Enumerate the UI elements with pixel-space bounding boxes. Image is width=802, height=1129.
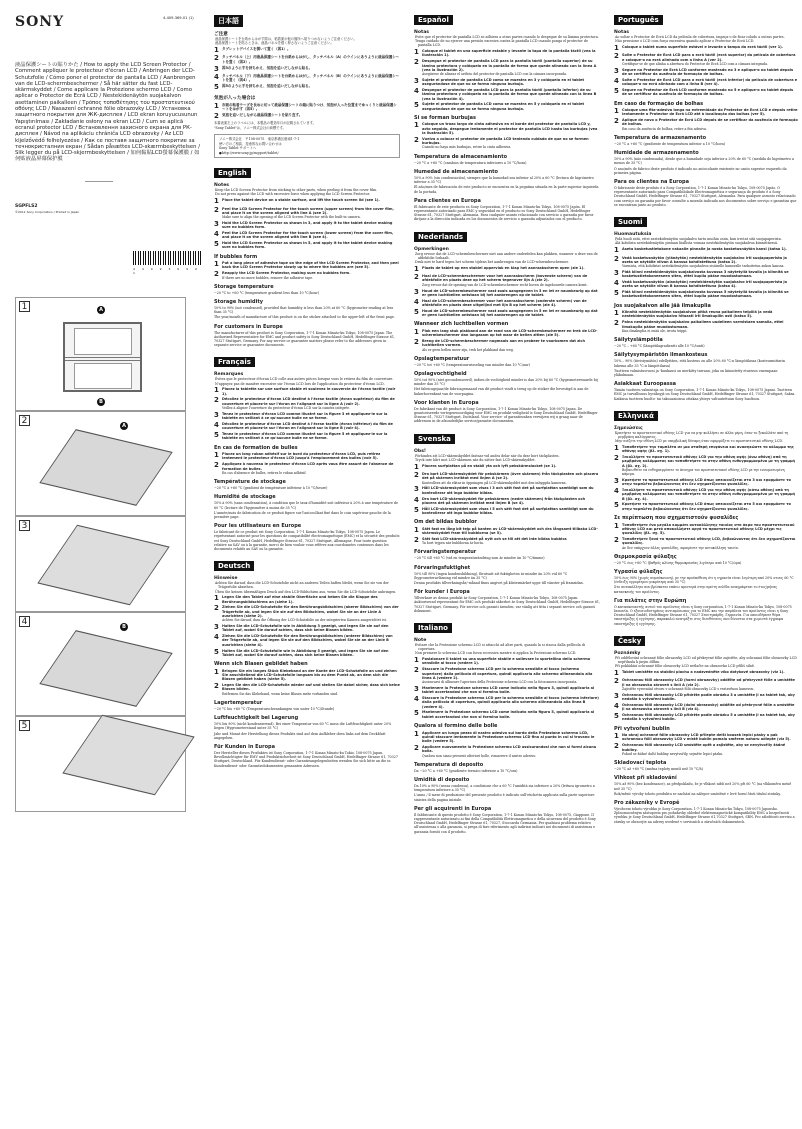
notes-title: Hinweise — [214, 576, 238, 582]
humidity-text: 10% a 90% (sin condensación), siempre que la humedad sea inferior al 20% a 60 °C (lectura de higrómetro inferior a 35 °C) — [414, 175, 594, 185]
humidity-text: 10% έως 90% (χωρίς συμπύκνωση), με την προϋπόθεση ότι η υγρασία είναι λιγότερη από 20% στους 60 °C (ένδειξη υγρομέτρου μικρότερη από 35 °C) — [614, 576, 794, 585]
step: 2 Solte o Protector de Ecrã LCD para o ecrã táctil (ecrã superior) da película de cobertura e coloque-o no ecrã alinhado com a linha A (ver 2). Certifique-se de que alinha a abertura do Protector de Ecrã LCD com a câmara integrada. — [614, 52, 796, 66]
callout-a-icon: A — [120, 422, 128, 430]
note: Älä kohdista nestekidenäytön pintaan liiallista voimaa nestekidenäytön suojakalvoa kiinnittäessä. — [615, 241, 779, 246]
callout-b-icon: B — [97, 398, 105, 406]
step: 3 Håll LCD-skärmskyddet som visas i 3 och sätt fast det på surfplattan samtidigt som du kontrollerar att inga bubblor bildas. — [414, 485, 594, 495]
step: 4 Peel the LCD Screen Protector for the touch screen (lower screen) from the cover film, and place it on the screen aligned with line B (see 4). — [214, 229, 394, 240]
note: Evitare che la Protezione schermo LCD si attacchi ad altre parti, quando la si stacca dalla pellicola di copertura. — [415, 643, 585, 652]
step: 1 Applicare un lungo pezzo di nastro adesivo sul bordo della Protezione schermo LCD, quindi staccare lentamente la Protezione schermo LCD fino al punto in cui si trovano le bolle (vedere 5). — [414, 729, 595, 744]
step: 3 Segure no Protector de Ecrã LCD conforme mostrado no 3 e aplique-o no tablet depois de se certificar da ausência de formação de bolhas. — [614, 66, 794, 77]
step: 2 タッチパネル（上）用液晶保護シートを台紙からはがし、タッチパネル（A）のラインにあうように液晶保護シートを置く（図2）。 — [214, 54, 400, 64]
step: 3 Pidä kiinni nestekidenäytön suojakalvosta kuvassa 3 näytetyllä tavalla ja kiinnitä se kosketustietokoneeseen siten, ettei kuplia pääse muodostumaan. — [614, 268, 789, 279]
section-italiano — [414, 613, 600, 834]
note: N'appuyez pas de manière excessive sur l'écran LCD lors de l'application du protecteur d'écran LCD. — [215, 381, 385, 386]
step: 2 Ziehen Sie die LCD-Schutzfolie für den Berührungsbildschirm (oberer Bildschirm) von der Trägerfolie ab, und legen Sie sie auf den Bildschirm, wobei Sie sie an der Linie A ausrichten (siehe 2). Achten Sie darauf, dass die Öffnung der LCD-Schutzfolie an der integrierten Kamera ausgerichtet ist. — [214, 604, 399, 623]
language-heading: Česky — [614, 636, 645, 646]
humidity-title: Υγρασία φύλαξης — [614, 569, 663, 576]
step: 1 Coloque un trozo largo de cinta adhesiva en el borde del protector de pantalla LCD y, acto seguido, despegue lentamente el protector de pantalla LCD hasta las burbujas (vea la ilustración 5). — [414, 121, 598, 136]
note: Κρατήστε το προστατευτικό οθόνης LCD για να μην κολλήσει σε άλλα μέρη, όταν το ξεκολλάτε από τη μεμβράνη καλύμματος. — [615, 430, 789, 439]
eu-title: Para os clientes na Europa — [614, 179, 689, 186]
step: 4 Solte o Protector de Ecrã LCD para o ecrã táctil (ecrã inferior) da película de cobertura e coloque-o no ecrã alinhado com a linha B (ver 4). — [614, 76, 798, 87]
eu-title: För kunder i Europa — [414, 589, 470, 596]
step: 5 Pidä kiinni nestekidenäytön suojakalvosta kuvassa 5 näytetyllä tavalla ja kiinnitä se kosketustietokoneeseen siten, ettei kuplia pääse muodostumaan. — [614, 289, 789, 299]
language-heading: Deutsch — [214, 561, 254, 571]
section-nederlands — [414, 222, 600, 424]
temp-text: −20 °C à +60 °C (gradient de température inférieur à 10 °C/heure) — [214, 486, 328, 491]
temp-title: Temperatura de almacenamiento — [414, 153, 508, 160]
trademark-note: "Sony Tablet"は、ソニー株式会社の商標です。 — [214, 125, 286, 130]
humidity-text: 10% to 90% (not condensed), provided that humidity is less than 20% at 60 °C (hygrometer reading at less than 35 °C) — [214, 306, 394, 315]
humidity-title: Umidità di deposito — [414, 777, 470, 784]
bubbles-title: 気泡が入った場合は — [214, 96, 256, 102]
step: 5 Κρατήστε το προστατευτικό οθόνης LCD όπως απεικονίζεται στο 5 και εφαρμόστε το στην ταμπλέτα βεβαιώνοντας ότι δεν σχηματίζονται φυσαλίδες. — [614, 501, 791, 511]
language-heading: Italiano — [414, 623, 452, 633]
step: 2 Ochrannou fólii obrazovky LCD (horní obrazovky) oddělte od překryvné fólie a umístěte ji na obrazovku zároveň s linií A (viz 2). Zajistěte vyrovnání otvoru v ochranné fólii obrazovky LCD s vestavěnou kamerou. — [614, 677, 795, 692]
eu-text: De fabrikant van dit product is Sony Corporation, 1-7-1 Konan Minato-ku Tokyo, 108-0075 Japan. De geautoriseerde vertegenwoordiging voor EMC en produkt veiligheid is Sony Deutschland GmbH, Hedelfinger Strasse 61, 70327 Stuttgart, Duitsland. Voor service- of garantiezaken verwijzen wij u graag naar de addressen in de afzonderlijke service/garantie documenten. — [414, 406, 598, 424]
eu-text: Tillverkare av denna produkt är Sony Corporation, 1-7-1 Konan Minato-ku Tokyo, 108-0075 Japan. Auktoriserad representant för EMC och produkt säkerhet är Sony Deutschland GmbH, Hedelfinger Strasse 61, 70327 Stuttgart, Germany. För service och garanti ärenden, var vänlig att titta i separat service och garanti dokument. — [414, 596, 601, 613]
step: 4 Vedä kosketusnäytön (alanäytön) nestekidenäytön suojakalvo irti suojapaperista ja aseta se näytölle viivan B kanssa kohdistettuna (katso 4). — [614, 278, 787, 289]
temp-text: Da −20 °C a +60 °C (gradiente termico inferiore a 10 °C/ora) — [414, 768, 518, 773]
step: 4 Despegue el protector de pantalla LCD para la pantalla táctil (pantalla inferior) de su lámina protectora y colóquelo en la pantalla de forma que quede alineado con la línea B (vea la ilustración 4). — [414, 86, 597, 101]
date-note: Het fabricagejaar/de fabricagemaand van dit product vindt u terug op de sticker die bevestigd is aan de linkerbovenkant van de voorpagina. — [414, 387, 589, 396]
section-ellinika — [614, 401, 798, 626]
step: 2 Décollez le protecteur d'écran LCD destiné à l'écran tactile (écran supérieur) du film de couverture et placez-le sur l'écran en l'alignant sur la ligne A (voir 2). Veillez à aligner l'ouverture du protecteur d'écran LCD sur la caméra intégrée. — [214, 396, 395, 411]
model-number: SGPFLS2 — [15, 203, 38, 209]
note: Evite que el protector de pantalla LCD se adhiera a otras partes cuando lo despegue de su lámina protectora. — [415, 35, 599, 39]
step: 2 Sätt fast LCD-skärmskyddet på nytt och se till att det inte bildas bubblor. Ta bort tejpen när bubblorna är borta. — [414, 535, 568, 546]
section-english — [214, 158, 400, 347]
support-label: 使い方のご相談、技術的なお問い合わせは — [219, 141, 282, 146]
temp-title: Skladovací teplota — [614, 760, 667, 767]
figure-4 — [15, 612, 186, 716]
step: 5 Segure no Protector de Ecrã LCD conforme mostrado no 5 e aplique-o no tablet depois de se certificar da ausência de formação de bolhas. — [614, 86, 794, 97]
step: 2 Dra bort LCD-skärmskyddet för pekskärmen (övre skärmen) från täckplasten och placera det på skärmen inriktat med linjen A (se 2). Kontrollera att du riktar in öppningen på LCD-skärmskyddet mot den inbyggda kameran. — [414, 471, 599, 485]
bubbles-title: Em caso de formação de bolhas — [614, 100, 704, 107]
step: 2 Ξεκολλήστε το προστατευτικό οθόνης LCD για την οθόνη αφής (άνω οθόνη) από τη μεμβράνη καλύμματος και τοποθετήστε το στην οθόνη ευθυγραμμισμένο με τη γραμμή A (βλ. σχ. 2). Βεβαιωθείτε να ευθυγραμμίσετε το άνοιγμα του προστατευτικού οθόνης LCD με την ενσωματωμένη κάμερα. — [614, 453, 796, 477]
language-heading: Português — [614, 15, 663, 25]
tablet-illustration — [63, 322, 142, 392]
humidity-text: 10% bis 90% (nicht kondensierend). Bei einer Temperatur von 60 °C muss die Luftfeuchtigkeit unter 20% liegen (Hygrometerstand unter 35 °C) — [214, 722, 392, 731]
step: 2 Haal de LCD-schermbeschermer voor het aanraakscherm (bovenste scherm) van de afdekfolie en plaats deze op het scherm tegenover lijn A (zie 2). Zorg ervoor dat de opening van de LCD-schermbeschermer recht boven de ingebouwde camera komt. — [414, 273, 588, 287]
support-url-link[interactable]: ●http://www.sony.jp/support/tablet/ — [219, 150, 279, 155]
step: 1 Kiinnitä nestekidenäytön suojakalvon pitkä reuna paikalleen teipillä ja vedä nestekidenäytön suojakalvo hitaasti irti ilmakupliin asti (katso 5). — [614, 309, 773, 319]
eu-title: Para clientes en Europa — [414, 197, 481, 204]
step: 5 Houd de LCD-schermbeschermer vast zoals aangegeven in 5 en let er nauwkeurig op dat er geen luchtbellen ontstaan bij het aanbrengen op de tablet. — [414, 307, 598, 318]
step: 2 Staccare la Protezione schermo LCD per lo schermo sensibile al tocco (schermo superiore) dalla pellicola di copertura, quindi applicarla allo schermo allineandola alla linea A (vedere 2). Assicurarsi di allineare l'apertura della Protezione schermo LCD con la fotocamera incorporata. — [414, 666, 593, 685]
notes-title: Σημειώσεις — [614, 425, 643, 431]
note: Při oddělování ochranné fólie obrazovky LCD od překryvné fólie zajistěte, aby ochranná fólie obrazovky LCD nepřilnula k jiným dílům. — [615, 655, 797, 665]
step: 4 Décollez le protecteur d'écran LCD destiné à l'écran tactile (écran inférieur) du film de couverture et placez-le sur l'écran en l'alignant sur la ligne B (voir 4). — [214, 420, 393, 431]
step: 1 Coloque o tablet numa superfície estável e levante a tampa do ecrã táctil (ver 1). — [614, 43, 784, 52]
step: 1 Plaats de tablet op een stabiel oppervlak en klap het aanraakscherm open (zie 1). — [414, 264, 585, 273]
step: 2 Reapply the LCD Screen Protector, making sure no bubbles form. If there are no more bubbles, remove the adhesive tape. — [214, 270, 351, 280]
step: 2 Ochrannou fólii obrazovky LCD umístěte opět a zajistěte, aby se nevytvořily žádné bubliny. Pokud se žádné další bubliny nevytvořily, sejměte lepicí pásku. — [614, 742, 786, 756]
date-note: L'année/mois de fabrication de ce produit figure sur l'autocollant fixé dans le coin supérieur gauche de la première page. — [214, 510, 391, 519]
note: Achten Sie darauf, dass die LCD-Schutzfolie nicht an anderen Teilen haften bleibt, wenn Sie sie von der Trägerfolie abziehen. — [215, 581, 389, 590]
eu-text: Der Hersteller dieses Produktes ist Sony Corporation, 1-7-1 Konan Minato-ku Tokio, 108-0075 Japan. Bevollmächtigter für EMV und Produktsicherheit ist Sony Deutschland GmbH, Hedelfinger Strasse 61, 70327 Stuttgart, Deutschland. Für Kundendienst- oder Garantieangelegenheiten wenden Sie sich bitte an die in Kundendienst- oder Garantiedokumenten genannten Adressen. — [214, 750, 398, 768]
protector-sheet-illustration — [39, 429, 172, 506]
step: 1 Sätt fast en lång bit tejp på kanten av LCD-skärmskyddet och dra långsamt tillbaka LCD-skärmskyddet fram till bubblorna (se 5). — [414, 525, 598, 536]
step: 3 図3のように手を持ちかえ、気泡を追いだしながら貼る。 — [214, 64, 313, 73]
notes-title: Huomautuksia — [614, 232, 652, 238]
temp-title: Température de stockage — [214, 479, 286, 486]
bubbles-title: If bubbles form — [214, 253, 258, 260]
temp-title: Säilytyslämpötila — [614, 337, 663, 344]
temp-title: Temperatura de armazenamento — [614, 135, 707, 142]
eu-text: The manufacturer of this product is Sony Corporation, 1-7-1 Konan Minato-ku Tokyo, 108-0075 Japan. The Authorized Representative for EMC and product safety is Sony Deutschland GmbH, Hedelfinger Strasse 61, 70327 Stuttgart, Germany. For any service or guarantee matters please refer to the addresses given in separate service or guarantee documents. — [214, 330, 396, 348]
step: 1 Τοποθετήστε ένα μεγάλο κομμάτι αυτοκόλλητης ταινίας στο άκρο του προστατευτικού οθόνης LCD και μετά αποκολλήστε αργά το προστατευτικό οθόνης LCD μέχρι τις φυσαλίδες (βλ. σχ. 5). — [614, 521, 795, 536]
temp-text: −20 °C až +60 °C (změna teploty menší než 10 °C/h) — [614, 767, 703, 772]
figure-5 — [15, 716, 186, 812]
eu-title: Για πελάτες στην Ευρώπη — [614, 597, 687, 604]
step: 1 タブレットデバイスを開いて置く（図1）。 — [214, 45, 291, 54]
date-note: Tuotteen valmistusvuosi ja -kuukausi on merkitty tarraan, joka on kiinnitetty etusivun vasempaan yläkulmaan. — [614, 368, 778, 377]
step: 5 Hold the LCD Screen Protector as shown in 5, and apply it to the tablet device making sure no bubbles form. — [214, 240, 393, 250]
humidity-text: 10% à 90% (sans condensation), à condition que le taux d'humidité soit inférieur à 20% à une température de 60 °C (lecture de l'hygromètre à moins de 35 °C) — [214, 501, 398, 510]
humidity-text: 10% a 90% (não condensada), desde que a humidade seja inferior a 20% de 60 °C (medida do higrómetro a menos de 35 °C) — [614, 157, 795, 166]
note: Keep the LCD Screen Protector from sticking to other parts, when peeling it from the cover film. — [215, 188, 378, 193]
note: Ao soltar o Protector de Ecrã LCD da película de cobertura, impeça-o de ficar colado a outras partes. — [615, 35, 785, 39]
humidity-title: Storage humidity — [214, 299, 263, 306]
date-note: Στο αυτοκόλλητο που βρίσκεται επάνω αριστερά στην πρώτη σελίδα αναγράφεται το έτος/μήνας κατασκευής του προϊόντος. — [614, 585, 778, 594]
eu-text: Výrobcem tohoto výrobku je Sony Corporation, 1-7-1 Konan Minato-ku Tokyo, 108-0075 Japonsko. Zplnomocněným zástupcem pro požadavky ohledně elektromagnetické kompatibility EMC a bezpečnosti výrobku je Sony Deutschland GmbH, Hedelfinger Strasse 61,70327 Stuttgart, SRN. Pro záležitosti servisu a záruky se obracejte na adresy uvedené v servisních a záručních dokumentech. — [614, 806, 795, 824]
temp-text: −20 °C a +60 °C (gradiente de temperatura inferior a 10 °C/hora) — [614, 142, 726, 147]
note: Druk niet te hard tegen het scherm tijdens het aanbrengen van de LCD-schermbeschermer. — [415, 259, 569, 264]
step: 1 Legen Sie den Tablet auf eine stabile Oberfläche und heben Sie die Klappe des Berührungsbildschirms an (siehe 1). — [214, 594, 378, 604]
section-svenska — [414, 424, 600, 613]
section-suomi — [614, 207, 798, 401]
figure-number: 1 — [19, 301, 30, 312]
step: 2 Aplique de novo o Protector de Ecrã LCD depois de se certificar da ausência de formação de bolhas. Em caso da ausência de bolhas, retire a fita adesiva. — [614, 117, 798, 131]
step: 1 Posizionare il tablet su una superficie stabile e sollevare lo sportellino dello schermo sensibile al tocco (vedere 1). — [414, 656, 591, 666]
callout-b-icon: B — [120, 623, 128, 631]
temp-title: Lagertemperatur — [214, 699, 263, 706]
notes-title: Poznámky — [614, 650, 641, 656]
step: 2 Despegue el protector de pantalla LCD para la pantalla táctil (pantalla superior) de su lámina protectora y colóquelo en la pantalla de forma que quede alineado con la línea A (vea la ilustración 2). Asegúrese de alinear el orificio del protector de pantalla LCD con la cámara incorporada. — [414, 58, 597, 77]
step: 5 Tenez le protecteur d'écran LCD comme illustré sur la figure 5 et appliquez-le sur la tablette en veillant à ce qu'aucune bulle ne se forme. — [214, 431, 388, 441]
note: Pidä huoli siitä, ettei nestekidenäytön suojakalvo tartu muihin osiin, kun irrotat sitä suojapaperista. — [615, 237, 782, 242]
note: 液晶保護シートを台紙からはがす際は、粘着面が他の箇所へ貼りつかないようご注意ください。 — [215, 37, 357, 41]
note: Üben Sie keinen übermäßigen Druck auf den LCD-Bildschirm aus, wenn Sie die LCD-Schutzfolie anbringen. — [215, 589, 397, 594]
copyright: ©2011 Sony Corporation / Printed in Japan — [15, 209, 80, 214]
step: 3 Ochrannou fólii obrazovky LCD přidržte podle obrázku 3 a umístěte ji na tablet tak, aby nedošlo k vytvoření bublin. — [614, 691, 795, 702]
barcode-digits: 4 4 0 9 3 6 9 0 1 — [133, 267, 200, 275]
date-note: Denna produkts tillverkningsår/-månad finns angivet på klistermärket uppe till vänster på framsidan. — [414, 581, 584, 586]
temp-title: Storage temperature — [214, 283, 274, 290]
date-note: El año/mes de fabricación de este producto se encuentra en la pegatina situada en la parte superior izquierda de la portada. — [414, 185, 599, 194]
document-title: 液晶保護シートの貼りかた / How to apply the LCD Screen Protector / Comment appliquer le protecteur d'écran LCD / Anbringen der LCD-Schutzfolie / Cómo poner el protector de pantalla LCD / Aanbrengen van de LCD-schermbeschermer / Så här sätter du fast LCD-skärmskyddet / Come applicare la Protezione schermo LCD / Como aplicar o Protector de Ecrã LCD / Nestekidenäytön suojakalvon asettaminen paikalleen / Τρόπος τοποθέτησης του προστατευτικού οθόνης LCD / Nasazení ochranné fólie obrazovky LCD / Установка защитного покрытия для ЖК-дисплея / LCD ekran koruyucusunun Yapıştırılması / Zakładanie osłony na ekran LCD / Cum se aplică ecranul protector LCD / Встановлення захисного екрана для РК-дисплея / Návod na aplikáciu chrániča LCD obrazovky / Az LCD kijelzővédő felhelyezése / Как се поставя защитного покритие за течнокристалния екран / Sådan påsættes LCD-skærmbeskyttelsen / Slik legger du på LCD-skjermbeskyttelsen / 如何黏貼LCD螢幕保護膜 / 如何贴液晶屏幕保护膜 — [15, 62, 200, 163]
company-address: ソニー株式会社 〒108-0075 東京都港区港南1-7-1 — [219, 137, 300, 142]
barcode-icon — [133, 251, 201, 265]
column-3 — [414, 0, 600, 834]
notes-title: Notas — [414, 30, 430, 35]
bubbles-title: Si se forman burbujas — [414, 114, 476, 121]
column-2 — [214, 0, 400, 768]
support-name: Sony Tablet サポートへ — [219, 146, 257, 151]
bubbles-title: Wanneer zich luchtbellen vormen — [414, 321, 509, 328]
notes-title: ご注意 — [214, 32, 228, 37]
step: 1 Aseta kosketustietokone vakaalle pinnalle ja nosta kosketusnäytön kansi (katso 1). — [614, 246, 787, 254]
note: Μην πιέζετε την οθόνη LCD με υπερβολική δύναμη όταν εφαρμόζετε το προστατευτικό οθόνης LCD. — [615, 439, 783, 444]
humidity-title: Säilytysympäristön ilmankosteus — [614, 352, 708, 359]
step: 3 Κρατήστε το προστατευτικό οθόνης LCD όπως απεικονίζεται στο 3 και εφαρμόστε το στην ταμπλέτα βεβαιώνοντας ότι δεν σχηματίζονται φυσαλίδες. — [614, 476, 791, 487]
callout-a-icon: A — [97, 306, 105, 314]
bubbles-title: Při vytvoření bublin — [614, 725, 670, 732]
language-heading: Nederlands — [414, 232, 467, 242]
eu-text: Le fabricant de ce produit est Sony Corporation, 1-7-1 Konan Minato-ku Tokyo, 108-0075 Japon. Le représentant autorisé pour les questions de compatibilité électromagnétique (EMC) et la sécurité des produits est Sony Deutschland GmbH, Hedelfinger Strasse 61, 70327 Stuttgart, Allemagne. Pour toute question relative au SAV ou à la garantie, merci de bien vouloir vous référer aux coordonnées contenues dans les documents relatifs au SAV ou la garantie. — [214, 530, 400, 551]
step: 2 Applicare nuovamente la Protezione schermo LCD assicurandosi che non si formi alcuna bolla. Qualora non siano presenti ulteriori bolle, rimuovere il nastro adesivo. — [414, 743, 597, 758]
figure-3 — [15, 516, 186, 612]
humidity-text: Da 10% a 90% (senza condensa), a condizione che a 60 °C l'umidità sia inferiore a 20% (lettura igrometro a temperatura inferiore a 35 °C) — [414, 784, 595, 793]
temp-text: −20 °C to +60 °C (temperature gradient less than 10 °C/hour) — [214, 290, 320, 295]
step: 5 Håll LCD-skärmskyddet som visas i 5 och sätt fast det på surfplattan samtidigt som du kontrollerar att inga bubblor bildas. — [414, 505, 594, 515]
date-note: Rok/měsíc výroby tohoto produktu se nachází na nálepce umístěné v levé horní části titulní stránky. — [614, 791, 781, 796]
language-heading: Español — [414, 15, 453, 25]
step: 1 Bringen Sie ein langes Stück Klebeband an der Kante der LCD-Schutzfolie an und ziehen Sie anschließend die LCD-Schutzfolie langsam bis zu dem Punkt ab, an dem sich die Blasen gebildet haben (siehe 5). — [214, 667, 397, 682]
language-heading: 日本語 — [214, 15, 243, 27]
step: 1 Coloque uma fita-adesiva longa na extremidade do Protector de Ecrã LCD e depois retire lentamente o Protector de Ecrã LCD até à localização das bolhas (ver 5). — [614, 107, 798, 117]
language-heading: English — [214, 168, 251, 178]
step: 1 Placez un long ruban adhésif sur le bord du protecteur d'écran LCD, puis retirez lentement le protecteur d'écran LCD jusqu'à l'emplacement des bulles (voir 5). — [214, 451, 381, 461]
eu-title: Pro zákazníky v Evropě — [614, 799, 680, 806]
note: Tryck inte hårt mot LCD-skärmen när du sätter fast LCD-skärmskyddet. — [415, 457, 536, 462]
step: 1 Tablet umístěte na stabilní plochu a nadzvedněte víko dotykové obrazovky (viz 1). — [614, 668, 785, 677]
figure-2 — [15, 411, 186, 516]
step: 1 Put a long piece of adhesive tape on the edge of the LCD Screen Protector, and then peel back the LCD Screen Protector slowly up to where the bubbles are (see 5). — [214, 260, 399, 270]
step: 2 Vuelva a colocar el protector de pantalla LCD teniendo cuidado de que no se formen burbujas. Cuando no haya más burbujas, retire la cinta adhesiva. — [414, 135, 589, 150]
figure-1 — [15, 297, 186, 411]
language-heading: Ελληνικά — [614, 411, 658, 421]
step: 5 Halten Sie die LCD-Schutzfolie wie in Abbildung 5 gezeigt, und legen Sie sie auf den Tablet auf, wobei Sie darauf achten, dass sich keine Blasen bilden. — [214, 647, 389, 657]
step: 4 Dra bort LCD-skärmskyddet för pekskärmen (nedre skärmen) från täckplasten och placera det på skärmen inriktat med linjen B (se 4). — [414, 495, 586, 505]
eu-title: Per gli acquirenti in Europa — [414, 805, 492, 812]
note: Förhindra att LCD-skärmskyddet fastnar vid andra delar när du drar bort täckplasten. — [415, 453, 560, 458]
step: 3 Sujete el protector de pantalla LCD como se muestra en 3 y colóquelo en el tablet asegurándose de que no se forma ninguna burbuja. — [414, 76, 584, 87]
cover-column — [15, 0, 205, 275]
humidity-text: 10% – 90% (tiivistymätön) edellyttäen, että kosteus on alle 20% 60 °C:n lämpötilassa (kosteusmittarin lukema alle 35 °C:n lämpötilassa) — [614, 359, 785, 368]
humidity-title: Humidité de stockage — [214, 494, 276, 501]
step: 4 タッチパネル（下）用液晶保護シートを台紙からはがし、タッチパネル（B）のラインにあうように液晶保護シートを置く（図4）。 — [214, 73, 400, 83]
note: Do not press against the LCD with excessive force when applying the LCD Screen Protector. — [215, 192, 370, 197]
temp-text: −20 °C a +60 °C (cambios de temperatura inferiores a 10 °C/hora) — [414, 160, 527, 165]
eu-text: Tämän tuotteen valmistaja on Sony Corporation, 1-7-1 Konan Minato-ku Tokyo, 108-0075 Japani. Tuotteen EMC ja turvallisuus hyväksyjä on Sony Deutschland GmbH, Hedelfinger Strasse 61, 70327 Stuttgart, Saksa. Kaikissa tuotteen huolto- tai takuuasioissa ottakaa yhteys valtuutettuun Sony huoltoon. — [614, 388, 796, 401]
step: 2 気泡を追いだしながら液晶保護シートを貼り直す。 — [214, 111, 303, 120]
figure-number: 3 — [19, 520, 30, 531]
step: 2 Vedä kosketusnäytön (ylänäytön) nestekidenäytön suojakalvo irti suojapaperista ja aseta se näytölle viivan A kanssa kohdistettuna (katso 2). Varmista, että kohdistat nestekidenäytön suojakalvon sisäiselle kameralle tarkoitetun aukon kanssa. — [614, 254, 787, 269]
notes-title: Opmerkingen — [414, 246, 449, 252]
step: 5 Mantenere la Protezione schermo LCD come indicato nella figura 5, quindi applicarla al tablet accertandosi che non si formino bolle. — [414, 709, 595, 719]
date-note: 本書表面左上のラベルには、本製品の製造年月が記載されています。 — [214, 120, 316, 125]
step: 3 Houd de LCD-schermbeschermer vast zoals aangegeven in 3 en let er nauwkeurig op dat er geen luchtbellen ontstaan bij het aanbrengen op de tablet. — [414, 287, 598, 297]
language-heading: Suomi — [614, 217, 647, 227]
temp-title: Opslagtemperatuur — [414, 355, 470, 362]
note: Tenga cuidado de no ejercer una presión excesiva contra la pantalla LCD cuando ponga el protector de pantalla LCD. — [415, 39, 588, 48]
humidity-title: Opslagvochtigheid — [414, 371, 467, 378]
step: 4 Ziehen Sie die LCD-Schutzfolie für den Berührungsbildschirm (unterer Bildschirm) von der Trägerfolie ab, und legen Sie sie auf den Bildschirm, wobei Sie sie an der Linie B ausrichten (siehe 4). — [214, 633, 393, 647]
step: 4 Haal de LCD-schermbeschermer voor het aanraakscherm (onderste scherm) van de afdekfolie en plaats deze uitgelijnd met lijn B op het scherm (zie 4). — [414, 297, 587, 307]
section-portugues — [614, 0, 798, 207]
section-espanol — [414, 0, 600, 222]
notes-title: Notas — [614, 30, 630, 35]
date-note: Jahr und Monat der Herstellung dieses Produkts sind auf dem Aufkleber oben links auf dem Deckblatt angegeben. — [214, 731, 386, 740]
protector-sheet-illustration — [39, 630, 172, 707]
step: 1 Coloque el tablet en una superficie estable y levante la tapa de la pantalla táctil (vea la ilustración 1). — [414, 48, 596, 58]
column-4 — [614, 0, 798, 824]
section-cesky — [614, 626, 798, 824]
step: 3 Mantenere la Protezione schermo LCD come indicato nella figura 3, quindi applicarla al tablet accertandosi che non si formino bolle. — [414, 684, 595, 695]
notes-title: Notes — [214, 183, 230, 189]
step: 1 Placera surfplattan på en stabil yta och lyft pekskärmslocket (se 1). — [414, 462, 557, 471]
step: 4 Staccare la Protezione schermo LCD per lo schermo sensibile al tocco (schermo inferiore) dalla pellicola di copertura, quindi applicarla allo schermo allineandola alla linea B (vedere 4). — [414, 695, 599, 709]
eu-text: El fabricante de este producto es Sony Corporation, 1-7-1 Konan Minato-ku Tokyo, 108-0075 Japón. El representante autorizado para EMC y seguridad en el producto es Sony Deutschland GmbH, Hedelfinger Strasse 61, 70327 Stuttgart, Alemania. Para cualquier asunto relacionado con servicio o garantía por favor diríjase a la dirección indicada en los documentos de servicio o garantía adjuntados con el producto. — [414, 204, 594, 222]
temp-title: Förvaringstemperatur — [414, 549, 477, 556]
step: 1 Na okraj ochranné fólie obrazovky LCD přilepte delší kousek lepicí pásky a pak ochrannou fólii obrazovky LCD v místě bublin pomalu směrem nahoru odlepte (viz 5). — [614, 732, 791, 742]
step: 5 図5のように手を持ちかえ、気泡を追いだしながら貼る。 — [214, 83, 313, 92]
figure-number: 2 — [19, 415, 30, 426]
part-number: 4-409-369-01 (1) — [163, 16, 194, 20]
eu-title: For customers in Europe — [214, 323, 283, 330]
note: Évitez que le protecteur d'écran LCD colle aux autres pièces lorsque vous le retirez du film de couverture. — [215, 377, 394, 382]
language-heading: Français — [214, 357, 255, 367]
step: 1 市販の粘着テープを長めに切って液晶保護シートの端に貼りつけ、気泡が入った位置までゆっくりと液晶保護シートをはがす（図5）。 — [214, 101, 397, 111]
date-note: The year/month of manufacture of this product is on the sticker attached to the upper-left of the front page. — [214, 315, 395, 320]
bubbles-title: Qualora si formino delle bolle — [414, 723, 498, 730]
section-francais — [214, 347, 400, 551]
bubbles-title: Wenn sich Blasen gebildet haben — [214, 661, 308, 668]
notes-title: Remarques — [214, 372, 244, 378]
hand-applying-illustration — [62, 715, 194, 796]
notes-title: Note — [414, 638, 427, 644]
section-deutsch — [214, 551, 400, 768]
note: Não pressione o LCD com força excessiva quando aplicar o Protector de Ecrã LCD. — [615, 39, 755, 44]
bubbles-title: Jos suojakalvon alle jää ilmakuplia — [614, 302, 711, 309]
step: 3 Tenez le protecteur d'écran LCD comme illustré sur la figure 3 et appliquez-le sur la tablette en veillant à ce qu'aucune bulle ne se forme. — [214, 410, 388, 421]
temp-text: −20 °C – +60 °C (lämpötilagradientti alle 10 °C/tunti) — [614, 344, 705, 349]
date-note: O ano/mês de fabrico deste produto é indicado no autocolante existente no canto superior esquerdo da primeira página. — [614, 166, 787, 175]
contact-box — [214, 134, 400, 158]
step: 2 Legen Sie den die LCD-Schutzfolie wieder auf und stellen Sie dabei sicher, dass sich keine Blasen bilden. Entfernen Sie das Klebeband, wenn keine Blasen mehr vorhanden sind. — [214, 682, 400, 696]
figure-number: 4 — [19, 616, 30, 627]
temp-text: −20 °C tot +60 °C (temperatuurwisseling van minder dan 10 °C/uur) — [414, 362, 531, 367]
sony-logo: SONY — [15, 14, 65, 30]
bubbles-title: Σε περίπτωση που σχηματιστούν φυσαλίδες — [614, 515, 739, 522]
eu-title: Voor klanten in Europa — [414, 399, 479, 406]
temp-text: −20 °C bis +60 °C (Temperaturschwankungen von unter 10 °C/Stunde) — [214, 706, 335, 711]
divider — [85, 181, 113, 182]
humidity-title: Vlhkost při skladování — [614, 775, 677, 782]
step: 2 Peel the LCD Screen Protector for the touch screen (upper screen) from the cover film, and place it on the screen aligned with line A (see 2). Make sure to align the opening of the LCD Screen Protector with the built-in camera. — [214, 205, 394, 220]
step: 4 Ξεκολλήστε το προστατευτικό οθόνης LCD για την οθόνη αφής (κάτω οθόνη) από τη μεμβράνη καλύμματος και τοποθετήστε το στην οθόνη ευθυγραμμισμένο με τη γραμμή B (βλ. σχ. 4). — [614, 487, 796, 501]
date-note: L'anno / il mese di produzione del presente prodotto è indicato sull'etichetta applicata sulla parte superiore sinistra della pagina iniziale. — [414, 793, 595, 802]
step: 3 Hold the LCD Screen Protector as shown in 3, and apply it to the tablet device making sure no bubbles form. — [214, 219, 393, 230]
bubbles-title: En cas de formation de bulles — [214, 444, 298, 451]
temp-title: Temperatura di deposito — [414, 761, 484, 768]
step: 2 Breng de LCD-schermbeschermer nogmaals aan en probeer te voorkomen dat zich luchtbellen vormen. Als er geen bellen meer zijn, trek het plakband dan weg. — [414, 337, 585, 352]
temp-text: −20 °C έως +60 °C (βαθμός κλίσης θερμοκρασίας λιγότερο από 10 °C/ώρα) — [614, 560, 742, 565]
humidity-title: Förvaringsfuktighet — [414, 564, 471, 571]
humidity-text: 10% till 90% (ingen kondensbildning), förutsatt att fuktigheten är mindre än 20% vid 60 °C (hygrometeravläsning vid mindre än 35 °C) — [414, 571, 568, 580]
humidity-text: 10% tot 90% (niet gecondenseerd), indien de vochtigheid minder is dan 20% bij 60 °C (hygrometerwaarde bij minder dan 35 °C) — [414, 378, 598, 387]
humidity-text: 10% až 90% (bez kondenzace), za předpokladu, že je vlhkost nižší než 20% při 60 °C (na vlhkoměru méně než 35 °C) — [614, 782, 792, 791]
humidity-title: Humedad de almacenamiento — [414, 168, 498, 175]
figure-number: 5 — [19, 720, 30, 731]
step: 5 Sujete el protector de pantalla LCD como se muestra en 5 y colóquelo en el tablet asegurándose de que no se forma ninguna burbuja. — [414, 101, 584, 111]
eu-text: Ο κατασκευαστής αυτού του προϊόντος είναι η Sony corporation, 1-7-1 Konan Minato-ku Tokyo, 108-0075 Ιαπωνία. Ο εξουσιοδοτημένος αντιπρόσωπος για το EMC και την ασφάλεια του προϊόντος είναι η Sony Deutschland GmbH, Hedelfinger Strasse 61, 70327 Στουτγκάρδη, Γερμανία. Για οποιοδήποτε θέμα υποστήριξης ή εγγύησης, παρακαλώ ανατρέξτε στις διευθύνσεις που δίνονται στα χωριστά έγγραφα υποστήριξης ή εγγύησης. — [614, 604, 792, 626]
eu-title: Pour les utilisateurs en Europe — [214, 523, 302, 530]
note: Při pokládání ochranné fólie obrazovky LCD netlačte na obrazovku LCD příliš silně. — [615, 664, 755, 669]
language-heading: Svenska — [414, 434, 455, 444]
step: 2 Appliquez à nouveau le protecteur d'écran LCD après vous être assuré de l'absence de formation de bulles. En cas d'absence de bulles, retirez le ruban adhésif. — [214, 461, 394, 475]
eu-title: Asiakkaat Euroopassa — [614, 381, 677, 388]
note: 液晶保護シートを貼るときは、液晶パネルを強く押さないようご注意ください。 — [215, 41, 334, 46]
humidity-title: Luftfeuchtigkeit bei Lagerung — [214, 715, 299, 722]
step: 1 Place the tablet device on a stable surface, and lift the touch screen lid (see 1). — [214, 197, 380, 205]
temp-title: Θερμοκρασία φύλαξης — [614, 553, 677, 560]
step: 5 Ochrannou fólii obrazovky LCD přidržte podle obrázku 5 a umístěte ji na tablet tak, aby nedošlo k vytvoření bublin. — [614, 712, 795, 722]
eu-text: Il fabbricante di questo prodotto è Sony Corporation, 1-7-1 Konan Minato-ku Tokyo, 108-0075, Giappone. Il rappresentante autorizzato ai fini della Compatibilità Elettromagnetica e della sicurezza del prodotto è Sony Deutschland GmbH, Hedelfinger Strasse 61, 70327, Stoccarda Germania. Per qualsiasi problema relativo all'assistenza o alla garanzia, si prega di fare riferimento agli indirizzi indicati nei documenti di assistenza e garanzia forniti con il prodotto. — [414, 812, 596, 834]
step: 1 Plak een lang stuk plakband aan de rand van de LCD-schermbeschermer en trek de LCD-schermbeschermer dan langzaam op tot waar de bellen zitten (zie 5). — [414, 327, 598, 338]
step: 4 Ochrannou fólii obrazovky LCD (dolní obrazovky) oddělte od překryvné fólie a umístěte ji na obrazovku zároveň s linií B (viz 4). — [614, 701, 795, 712]
step: 3 Halten Sie die LCD-Schutzfolie wie in Abbildung 3 gezeigt, und legen Sie sie auf den Tablet auf, wobei Sie darauf achten, dass sich keine Blasen bilden. — [214, 623, 389, 633]
bubbles-title: Om det bildas bubblor — [414, 519, 477, 526]
eu-title: Für Kunden in Europa — [214, 743, 275, 750]
step: 1 Placez la tablette sur une surface stable et soulevez le couvercle de l'écran tactile (voir 1). — [214, 386, 396, 396]
step: 2 Paina nestekidenäytön suojakalvo paikalleen uudelleen varmistaen samalla, ettei ilmakuplia pääse muodostumaan. Kun ilmakuplia ei enää ole, irrota teippi. — [614, 319, 784, 333]
humidity-title: Humidade de armazenamento — [614, 150, 699, 157]
eu-text: O fabricante deste produto é a Sony Corporation, 1-7-1 Konan Minato-ku Tokyo, 108-0075 Japão. O representante autorizado para Compatibilidade Electromagnética e segurança do produto é a Sony Deutschland GmbH, Hedelfinger Strasse 61, 70327 Stuttgart, Alemanha. Para qualquer assunto relacionado com serviço ou garantia por favor consulte a morada indicada nos documentos sobre serviço e garantias que se encontram junto ao produto. — [614, 186, 797, 207]
notes-title: Obs! — [414, 448, 427, 454]
step: 2 Τοποθετήστε ξανά το προστατευτικό οθόνης LCD, βεβαιώνοντας ότι δεν σχηματίζονται φυσαλίδες. Αν δεν υπάρχουν άλλες φυσαλίδες, αφαιρέστε την αυτοκόλλητη ταινία. — [614, 535, 796, 550]
section-japanese — [214, 0, 400, 158]
note: Zorg ervoor dat de LCD-schermbeschermer niet aan andere onderdelen kan plakken, wanneer u deze van de afdekfolie loshaalt. — [415, 251, 598, 260]
step: 1 Τοποθετήστε την ταμπλέτα σε μια σταθερή επιφάνεια και ανασηκώστε το κάλυμμα της οθόνης αφής (βλ. σχ. 1). — [614, 443, 794, 454]
temp-text: −20 °C till +60 °C (vid en temperaturändring som är mindre än 10 °C/timme) — [414, 556, 545, 561]
note: Non premere lo schermo LCD con forza eccessiva mentre si applica la Protezione schermo LCD. — [415, 651, 577, 656]
hand-applying-illustration — [37, 525, 169, 606]
